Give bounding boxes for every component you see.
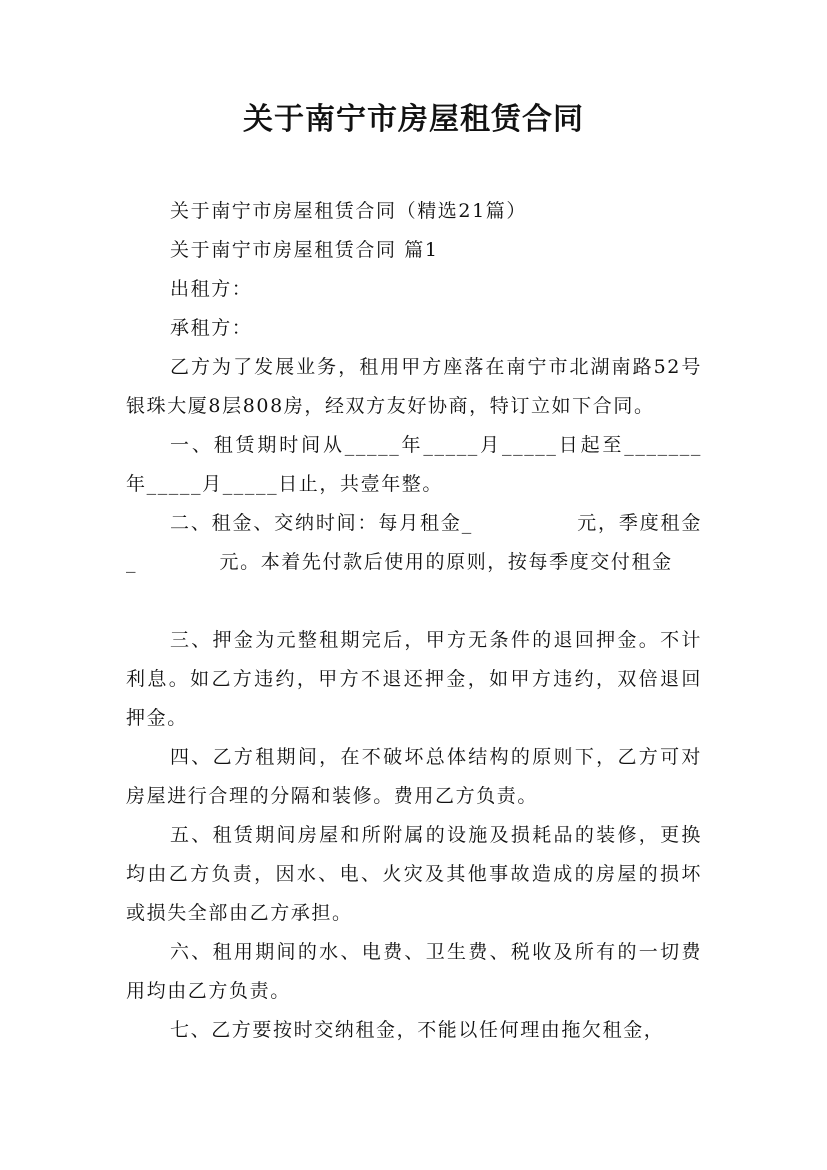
paragraph-lease-term: 一、租赁期时间从_____年_____月_____日起至_______年_____月_____日止，共壹年整。 xyxy=(126,434,702,495)
paragraph-payment: 七、乙方要按时交纳租金，不能以任何理由拖欠租金， xyxy=(170,1019,665,1041)
paragraph-renovation: 四、乙方租期间，在不破坏总体结构的原则下，乙方可对房屋进行合理的分隔和装修。费用乙方负责。 xyxy=(126,746,702,807)
paragraph-deposit: 三、押金为元整租期完后，甲方无条件的退回押金。不计利息。如乙方违约，甲方不退还押金，如甲方违约，双倍退回押金。 xyxy=(126,629,702,729)
paragraph-fees: 六、租用期间的水、电费、卫生费、税收及所有的一切费用均由乙方负责。 xyxy=(126,941,702,1002)
lessor-label: 出租方： xyxy=(170,278,253,300)
document-subtitle: 关于南宁市房屋租赁合同（精选21篇） xyxy=(170,200,527,222)
document-title: 关于南宁市房屋租赁合同 xyxy=(243,102,584,137)
section-heading: 关于南宁市房屋租赁合同 篇1 xyxy=(170,239,439,261)
paragraph-maintenance: 五、租赁期间房屋和所附属的设施及损耗品的装修，更换均由乙方负责，因水、电、火灾及其他事故造成的房屋的损坏或损失全部由乙方承担。 xyxy=(126,824,702,924)
paragraph-rent: 二、租金、交纳时间：每月租金_ 元，季度租金_ 元。本着先付款后使用的原则，按每季度交付租金 xyxy=(126,512,702,573)
paragraph-intro: 乙方为了发展业务，租用甲方座落在南宁市北湖南路52号银珠大厦8层808房，经双方友好协商，特订立如下合同。 xyxy=(126,356,702,417)
lessee-label: 承租方： xyxy=(170,317,253,339)
